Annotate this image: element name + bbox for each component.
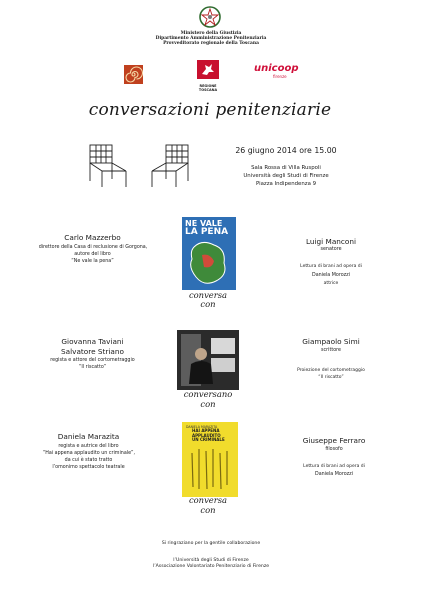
acknowledgement-text: Si ringraziano per la gentile collaborazione bbox=[161, 541, 261, 546]
slashed-canvas-icon bbox=[182, 443, 238, 493]
conversa-label: conversa bbox=[188, 290, 228, 300]
speaker-name: Daniela Marazita bbox=[57, 432, 120, 441]
ministry-line: Ministero della Giustizia bbox=[180, 31, 242, 36]
film-still-photo bbox=[177, 330, 239, 390]
speaker-role: direttore della Casa di reclusione di Gorgona, bbox=[38, 245, 148, 250]
book-cover-ne-vale-la-pena bbox=[182, 217, 236, 290]
speaker-name: Salvatore Striano bbox=[61, 347, 124, 356]
event-date-time: 26 giugno 2014 ore 15.00 bbox=[235, 146, 337, 155]
partner-org-1: l’Università degli Studi di Firenze bbox=[173, 558, 249, 563]
guest-role: senatore bbox=[320, 247, 342, 252]
venue-line-3: Piazza Indipendenza 9 bbox=[255, 181, 317, 187]
partner-org-2: l’Associazione Volontariato Penitenziario di Firenze bbox=[152, 564, 270, 569]
guest-role: scrittore bbox=[321, 348, 341, 353]
regione-toscana-logo bbox=[197, 60, 219, 92]
film-title: “Il riscatto” bbox=[78, 365, 107, 370]
venue-line-1: Sala Rossa di Villa Ruspoli bbox=[251, 165, 321, 171]
pegasus-icon bbox=[197, 60, 219, 79]
reader-name: Daniela Morozzi bbox=[312, 273, 350, 278]
reader-name: Daniela Morozzi bbox=[315, 472, 353, 477]
speaker-role: autore del libro bbox=[74, 252, 111, 257]
conversano-label: conversano bbox=[183, 389, 233, 399]
book-title: “Ne vale la pena” bbox=[71, 259, 114, 264]
region-name: REGIONE bbox=[199, 84, 217, 88]
unicoop-city: firenze bbox=[273, 74, 287, 79]
venue-line-2: Università degli Studi di Firenze bbox=[243, 173, 329, 179]
event-title: conversazioni penitenziarie bbox=[88, 100, 332, 120]
reader-role: attrice bbox=[323, 281, 339, 286]
speaker-name: Carlo Mazzerbo bbox=[64, 233, 121, 242]
unicoop-firenze-logo bbox=[254, 63, 299, 79]
guest-role: filosofo bbox=[325, 447, 343, 452]
chair-right-icon bbox=[152, 145, 188, 187]
chair-left-icon bbox=[90, 145, 126, 187]
region-sub: TOSCANA bbox=[198, 88, 218, 93]
speaker-name: Giovanna Taviani bbox=[61, 337, 124, 346]
screening-note: Proiezione del cortometraggio bbox=[297, 368, 365, 373]
cover-title-line-3: UN CRIMINALE bbox=[192, 437, 225, 443]
spiral-logo-icon bbox=[124, 65, 143, 84]
italian-republic-emblem-icon bbox=[199, 5, 221, 29]
unicoop-wordmark: unicoop bbox=[254, 63, 299, 74]
reading-note: Lettura di brani ad opera di bbox=[300, 264, 362, 269]
conversa-label: conversa bbox=[188, 495, 228, 505]
guest-name: Luigi Manconi bbox=[305, 237, 357, 246]
cover-author: DANIELA MARAZITA bbox=[186, 425, 218, 429]
book-title: “Hai appena applaudito un criminale”, bbox=[42, 451, 136, 456]
guest-name: Giuseppe Ferraro bbox=[302, 436, 366, 445]
cover-title-line-1: NE VALE bbox=[185, 219, 223, 228]
con-label: con bbox=[200, 505, 216, 515]
speaker-role: regista e autrice del libro bbox=[58, 444, 119, 449]
department-line: Dipartimento Amministrazione Penitenziaria bbox=[155, 36, 267, 41]
regional-office-line: Provveditorato regionale della Toscana bbox=[163, 41, 259, 46]
two-chairs-illustration bbox=[88, 143, 190, 188]
island-map-icon bbox=[182, 237, 236, 289]
cover-title-line-2: APPLAUDITO bbox=[192, 432, 221, 438]
book-cover-hai-appena-applaudito bbox=[182, 422, 238, 497]
reading-note: Lettura di brani ad opera di bbox=[303, 464, 365, 469]
cover-title-line-2: LA PENA bbox=[185, 227, 229, 237]
speaker-role: l’omonimo spettacolo teatrale bbox=[52, 465, 125, 470]
speaker-role: da cui è stato tratto bbox=[64, 458, 113, 463]
speaker-role: regista e attore del cortometraggio bbox=[50, 358, 135, 363]
con-label: con bbox=[200, 399, 216, 409]
cover-title-line-1: HAI APPENA bbox=[192, 428, 220, 433]
film-title: “Il riscatto” bbox=[318, 375, 344, 380]
con-label: con bbox=[200, 299, 216, 309]
guest-name: Giampaolo Simi bbox=[302, 337, 360, 346]
